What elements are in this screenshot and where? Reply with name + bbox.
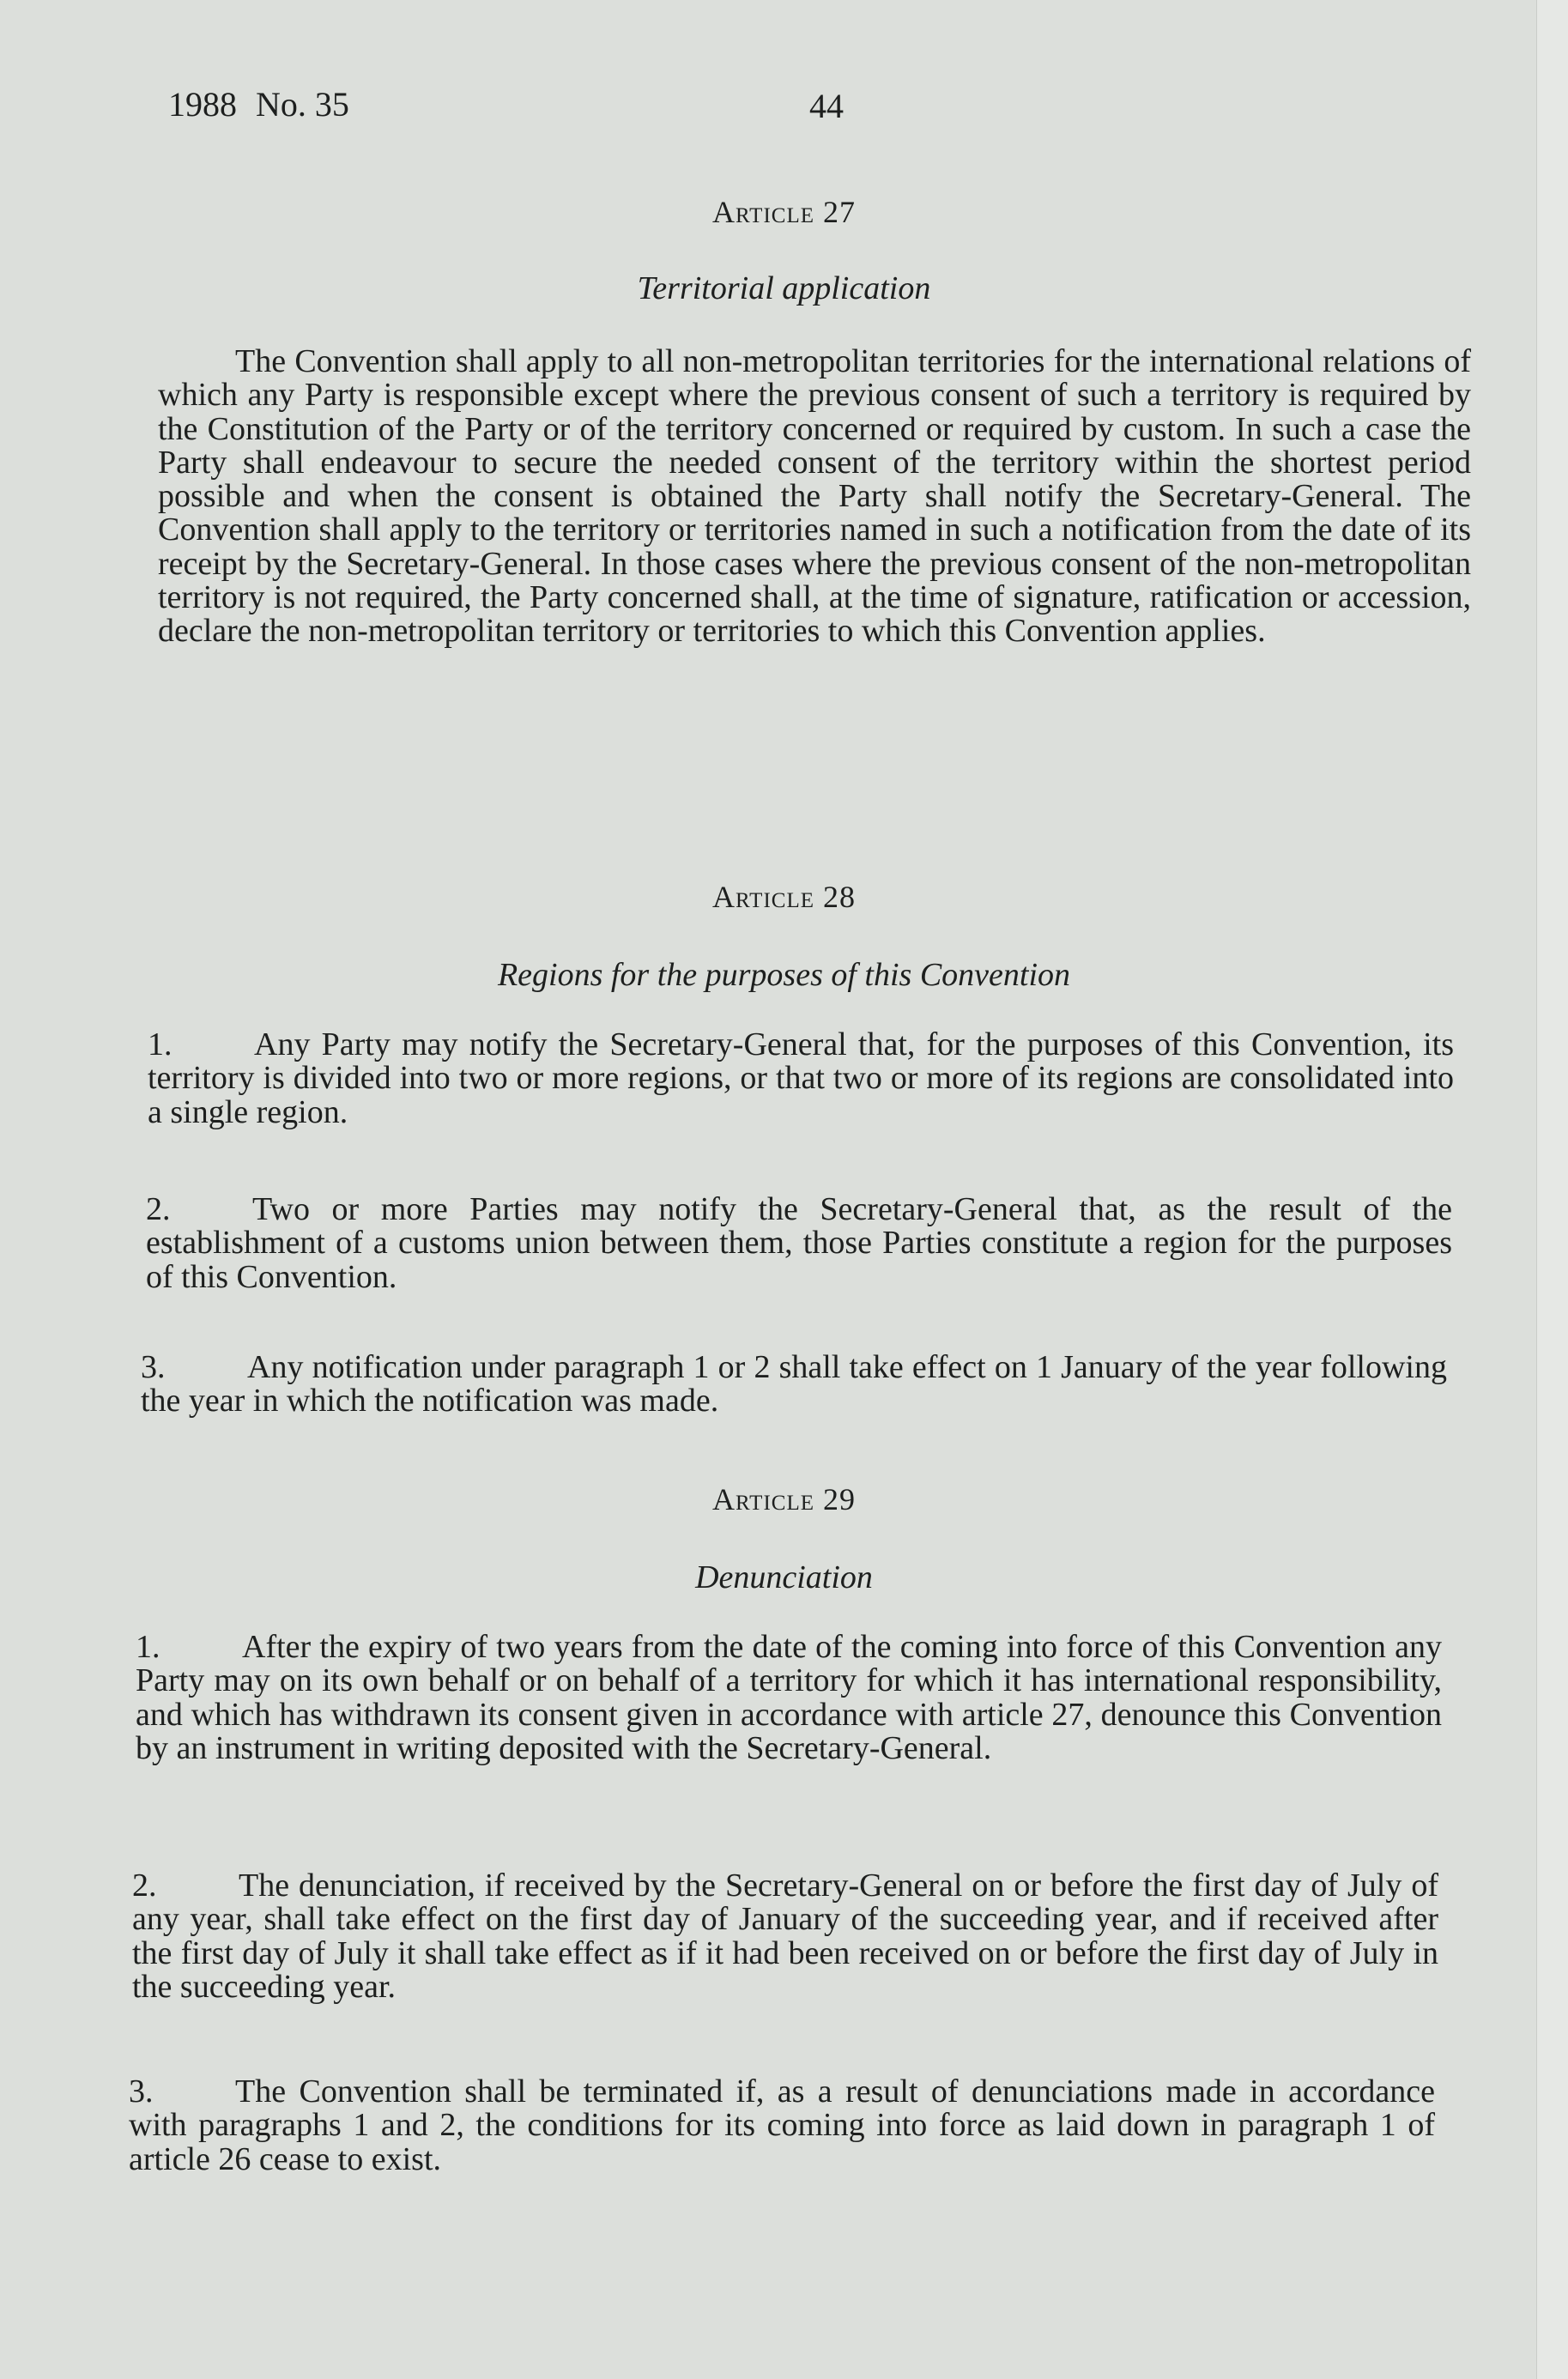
document-number: No. 35 xyxy=(256,85,349,124)
article-28-title: Regions for the purposes of this Convention xyxy=(497,957,1071,993)
paragraph-text: The Convention shall be terminated if, as a result of denunciations made in accordance with paragraphs 1 and 2, the conditions for its coming into force as laid down in paragraph 1 of article 26 cease to exist. xyxy=(129,2073,1435,2177)
paragraph-text: Two or more Parties may notify the Secretary-General that, as the result of the establishment of a customs union between them, those Parties constitute a region for the purposes of this Convention. xyxy=(146,1191,1452,1295)
page-number: 44 xyxy=(809,87,844,125)
article-29-paragraph-1 xyxy=(136,1631,1442,1765)
paragraph-text: After the expiry of two years from the date of the coming into force of this Convention any Party may on its own behalf or on behalf of a territory for which it has international responsibility, and which has withdrawn its consent given in accordance with article 27, denounce this Convention by an instrument in writing deposited with the Secretary-General. xyxy=(136,1629,1442,1766)
article-29-heading: Article 29 xyxy=(712,1482,856,1516)
page-edge xyxy=(1536,0,1568,2379)
paragraph-number: 3. xyxy=(129,2073,154,2110)
year: 1988 xyxy=(168,85,237,124)
article-28-paragraph-3 xyxy=(141,1351,1447,1419)
article-27-text: The Convention shall apply to all non-metropolitan territories for the international relations of which any Party is responsible except where the previous consent of such a territory is required by the Constitution of the Party or of the territory concerned or required by custom. In such a case the Party shall endeavour to secure the needed consent of the territory within the shortest period possible and when the consent is obtained the Party shall notify the Secretary-General. The Convention shall apply to the territory or territories named in such a notification from the date of its receipt by the Secretary-General. In those cases where the previous consent of the non-metropolitan territory is not required, the Party concerned shall, at the time of signature, ratification or accession, declare the non-metropolitan territory or territories to which this Convention applies. xyxy=(158,343,1471,650)
paragraph-number: 2. xyxy=(146,1191,171,1227)
article-29-paragraph-3 xyxy=(129,2075,1435,2176)
article-29-title: Denunciation xyxy=(695,1559,873,1595)
paragraph-text: The denunciation, if received by the Secretary-General on or before the first day of July of any year, shall take effect on the first day of January of the succeeding year, and if received after the first day of July it shall take effect as if it had been received on or before the first day of July in the succeeding year. xyxy=(132,1867,1438,2005)
paragraph-number: 1. xyxy=(148,1026,173,1062)
document-reference xyxy=(168,84,349,124)
article-27-body xyxy=(158,345,1471,649)
paragraph-number: 1. xyxy=(136,1629,160,1665)
article-27-heading: Article 27 xyxy=(712,195,856,229)
article-28-paragraph-1 xyxy=(148,1028,1454,1129)
article-27-title: Territorial application xyxy=(637,270,931,306)
paragraph-text: Any Party may notify the Secretary-General that, for the purposes of this Convention, its territory is divided into two or more regions, or that two or more of its regions are consolidated into a single region. xyxy=(148,1026,1454,1130)
article-28-heading: Article 28 xyxy=(712,880,856,914)
paragraph-number: 3. xyxy=(141,1349,166,1385)
article-29-paragraph-2 xyxy=(132,1869,1438,2004)
article-28-paragraph-2 xyxy=(146,1193,1452,1294)
paragraph-text: Any notification under paragraph 1 or 2 shall take effect on 1 January of the year following the year in which the notification was made. xyxy=(141,1349,1447,1420)
paragraph-number: 2. xyxy=(132,1867,157,1904)
